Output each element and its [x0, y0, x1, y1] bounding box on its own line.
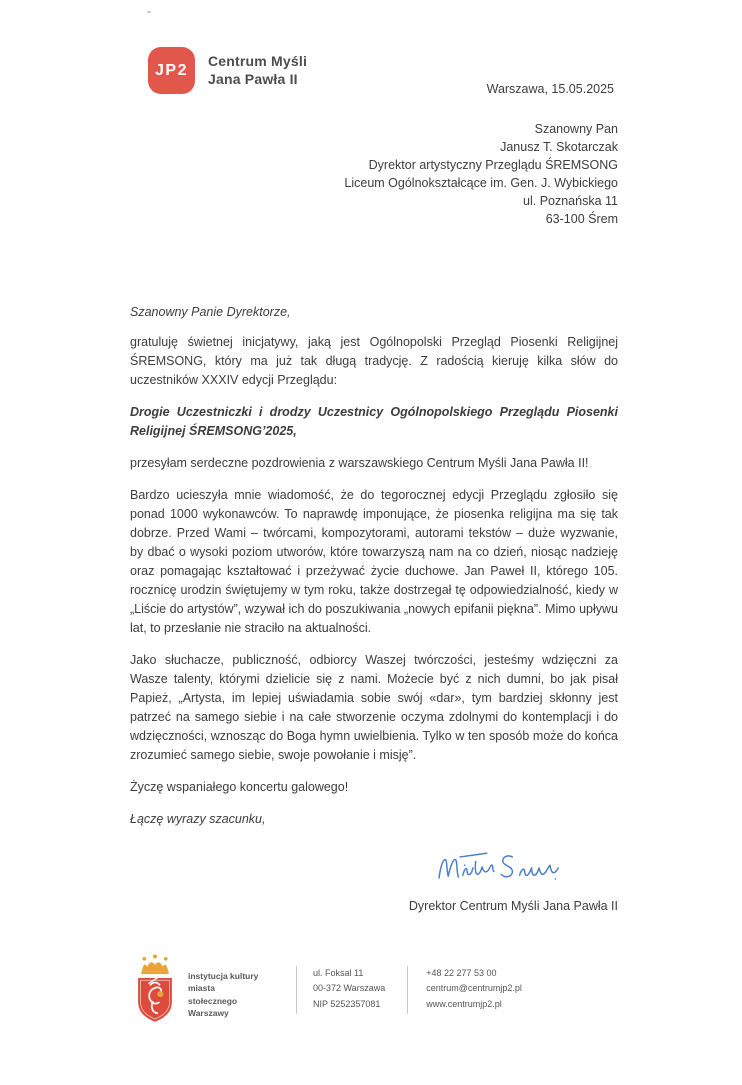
paragraph-intro: gratuluję świetnej inicjatywy, jaką jest Ogólnopolski Przegląd Piosenki Religijnej ŚREMSONG, który ma już tak długą tradycję. Z radością kieruję kilka słów do uczestników XXXIV edycji Przeglądu:	[130, 335, 618, 387]
recipient-address	[344, 120, 618, 228]
text-line: 63-100 Śrem	[545, 212, 618, 226]
text-line: centrum@centrumjp2.pl	[426, 983, 522, 994]
closing-phrase: Łączę wyrazy szacunku,	[130, 812, 266, 826]
text-line: ul. Foksal 11	[313, 968, 364, 978]
text-line: 00-372 Warszawa	[313, 983, 386, 994]
org-name-line1: Centrum Myśli	[208, 53, 308, 69]
page-footer	[132, 952, 522, 1028]
paragraph-main-1: Bardzo ucieszyła mnie wiadomość, że do tegorocznej edycji Przeglądu zgłosiło się ponad 1000 wykonawców. To naprawdę imponujące, że piosenka religijna ma się tak dobrze. Przed Wami – twórcami, kompozytorami, autorami tekstów – duże wyzwanie, by dbać o wysoki poziom utworów, które towarzyszą nam na co dzień, niosąc nadzieję oraz pomagając kształtować i przeżywać życie duchowe. Jan Paweł II, którego 105. rocznicę urodzin świętujemy w tym roku, także dostrzegał tę odpowiedzialność, kiedy w „Liście do artystów”, wzywał ich do poszukiwania „nowych epifanii piękna”. Mimo upływu lat, to przesłanie nie straciło na aktualności.	[130, 488, 618, 635]
footer-contact	[407, 966, 522, 1014]
handwritten-signature-image	[430, 845, 580, 889]
jp2-logo-icon: JP2	[148, 47, 195, 94]
text-line: Dyrektor artystyczny Przeglądu ŚREMSONG	[368, 158, 618, 172]
salutation: Szanowny Panie Dyrektorze,	[130, 305, 291, 319]
text-line: ul. Poznańska 11	[523, 194, 618, 208]
warsaw-crest-icon	[132, 954, 178, 1028]
paragraph-greetings: przesyłam serdeczne pozdrowienia z warszawskiego Centrum Myśli Jana Pawła II!	[130, 456, 589, 470]
text-line: Szanowny Pan	[534, 122, 618, 136]
text-line: miasta stołecznego	[188, 983, 238, 1006]
text-line: NIP 5252357081	[313, 998, 381, 1009]
signatory-title: Dyrektor Centrum Myśli Jana Pawła II	[408, 899, 618, 913]
dateline: Warszawa, 15.05.2025	[486, 82, 614, 96]
letter-body	[130, 303, 618, 916]
text-line: +48 22 277 53 00	[426, 968, 497, 978]
footer-institution-caption	[188, 970, 266, 1019]
paragraph-wish: Życzę wspaniałego koncertu galowego!	[130, 780, 349, 794]
text-line: www.centrumjp2.pl	[426, 998, 502, 1009]
paragraph-main-2: Jako słuchacze, publiczność, odbiorcy Waszej twórczości, jesteśmy wdzięczni za Wasze talenty, którymi dzielicie się z nami. Możecie być z nich dumni, bo jak pisał Papież, „Artysta, im lepiej uświadamia sobie swój «dar», tym bardziej skłonny jest patrzeć na samego siebie i na całe stworzenie oczyma zdolnymi do kontemplacji i do wdzięczności, wznosząc do Boga hymn uwielbienia. Tylko w ten sposób może do końca zrozumieć samego siebie, swoje powołanie i misję”.	[130, 653, 618, 762]
org-logo	[148, 47, 307, 94]
text-line: Warszawy	[188, 1007, 229, 1018]
org-name	[208, 53, 307, 88]
org-name-line2: Jana Pawła II	[208, 70, 298, 87]
text-line: Janusz T. Skotarczak	[500, 140, 618, 154]
footer-address	[296, 966, 385, 1014]
scan-artifact	[147, 11, 151, 13]
text-line: instytucja kultury	[188, 971, 259, 981]
text-line: Liceum Ogólnokształcące im. Gen. J. Wybickiego	[344, 176, 618, 190]
paragraph-address-participants: Drogie Uczestniczki i drodzy Uczestnicy Ogólnopolskiego Przeglądu Piosenki Religijnej ŚREMSONG’2025,	[130, 405, 618, 438]
signature-block	[130, 845, 618, 916]
